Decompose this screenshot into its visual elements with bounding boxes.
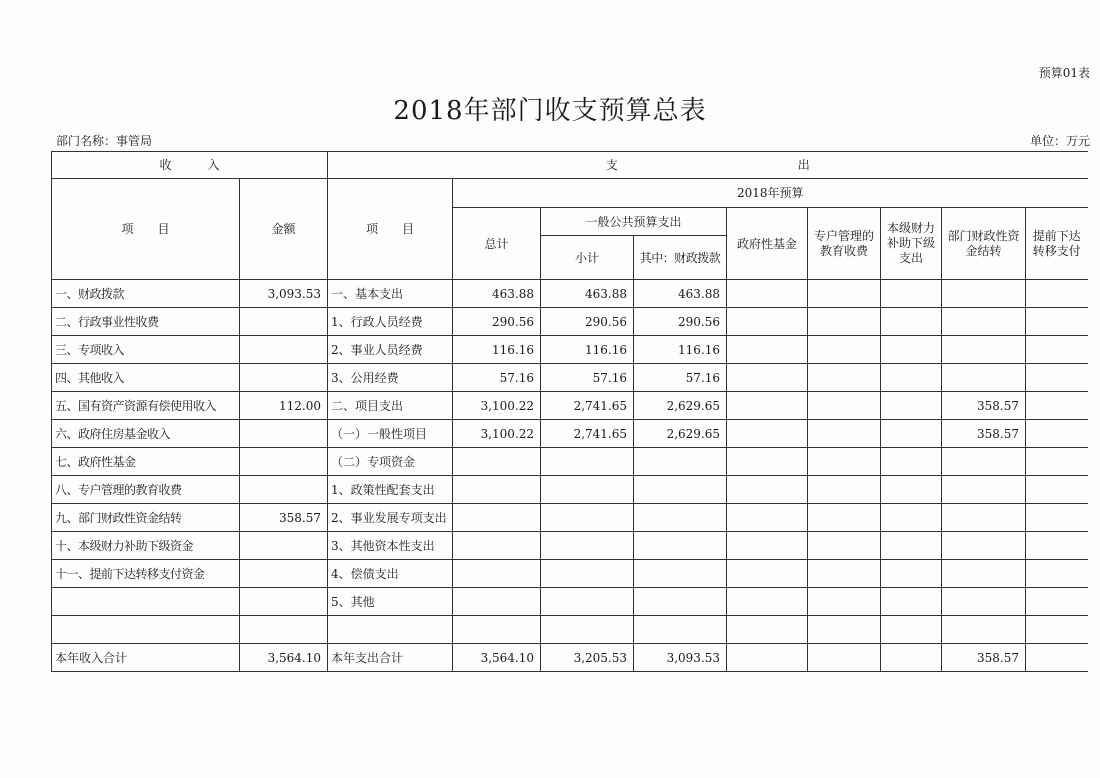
cell-subtotal	[541, 588, 634, 616]
blank-row	[52, 616, 1088, 644]
cell-transfer	[1026, 420, 1088, 448]
cell-transfer	[1026, 504, 1088, 532]
header-gov-fund: 政府性基金	[727, 208, 808, 280]
cell-total: 463.88	[453, 280, 541, 308]
cell-subtotal	[541, 476, 634, 504]
header-expenditure: 支 出	[328, 152, 1088, 179]
cell-transfer	[1026, 308, 1088, 336]
cell-exp-item: 二、项目支出	[328, 392, 453, 420]
totals-carryover: 358.57	[942, 644, 1026, 672]
cell-income-item: 九、部门财政性资金结转	[52, 504, 240, 532]
cell-total	[453, 476, 541, 504]
cell-gov-fund	[727, 336, 808, 364]
cell-carryover	[942, 308, 1026, 336]
totals-income-label: 本年收入合计	[52, 644, 240, 672]
unit-label: 单位：万元	[1029, 134, 1090, 148]
cell-subtotal: 116.16	[541, 336, 634, 364]
cell-appropriation: 116.16	[634, 336, 727, 364]
cell-transfer	[1026, 336, 1088, 364]
cell-income-item: 七、政府性基金	[52, 448, 240, 476]
cell-appropriation: 290.56	[634, 308, 727, 336]
cell-subsidy	[881, 560, 942, 588]
cell-appropriation	[634, 588, 727, 616]
cell-gov-fund	[727, 504, 808, 532]
cell-carryover	[942, 448, 1026, 476]
cell-gov-fund	[727, 560, 808, 588]
cell-income-amount: 112.00	[240, 392, 328, 420]
cell-gov-fund	[727, 448, 808, 476]
cell-income-item: 三、专项收入	[52, 336, 240, 364]
totals-edu-fee	[808, 644, 881, 672]
table-row	[52, 560, 1088, 588]
cell-subsidy	[881, 336, 942, 364]
cell-appropriation: 57.16	[634, 364, 727, 392]
cell-transfer	[1026, 448, 1088, 476]
cell-edu-fee	[808, 448, 881, 476]
cell-exp-item: 2、事业发展专项支出	[328, 504, 453, 532]
cell-subtotal: 2,741.65	[541, 420, 634, 448]
cell-total: 290.56	[453, 308, 541, 336]
cell-income-item: 八、专户管理的教育收费	[52, 476, 240, 504]
header-amount: 金额	[240, 179, 328, 280]
cell-exp-item: 5、其他	[328, 588, 453, 616]
cell-income-item: 六、政府住房基金收入	[52, 420, 240, 448]
totals-appropriation: 3,093.53	[634, 644, 727, 672]
cell-carryover	[942, 532, 1026, 560]
cell-transfer	[1026, 476, 1088, 504]
cell-gov-fund	[727, 364, 808, 392]
cell-edu-fee	[808, 476, 881, 504]
cell-subsidy	[881, 504, 942, 532]
department-name: 部门名称：事管局	[56, 134, 153, 148]
cell-income-item: 十、本级财力补助下级资金	[52, 532, 240, 560]
cell-appropriation	[634, 476, 727, 504]
cell-carryover	[942, 280, 1026, 308]
header-subtotal: 小计	[541, 236, 634, 280]
cell-carryover	[942, 504, 1026, 532]
cell-transfer	[1026, 560, 1088, 588]
cell-appropriation: 2,629.65	[634, 392, 727, 420]
cell-carryover	[942, 560, 1026, 588]
header-income: 收 入	[52, 152, 328, 179]
table-row	[52, 280, 1088, 308]
header-subsidy: 本级财力补助下级支出	[881, 208, 942, 280]
form-code: 预算01表	[1038, 66, 1090, 80]
totals-subtotal: 3,205.53	[541, 644, 634, 672]
cell-transfer	[1026, 588, 1088, 616]
cell-exp-item: 1、行政人员经费	[328, 308, 453, 336]
cell-edu-fee	[808, 504, 881, 532]
cell-income-item	[52, 588, 240, 616]
cell-transfer	[1026, 280, 1088, 308]
totals-income-amount: 3,564.10	[240, 644, 328, 672]
cell-subsidy	[881, 532, 942, 560]
cell-gov-fund	[727, 420, 808, 448]
cell-total: 57.16	[453, 364, 541, 392]
cell-exp-item: 一、基本支出	[328, 280, 453, 308]
cell-carryover	[942, 364, 1026, 392]
cell-gov-fund	[727, 392, 808, 420]
cell-exp-item: 1、政策性配套支出	[328, 476, 453, 504]
cell-income-item: 二、行政事业性收费	[52, 308, 240, 336]
header-of-which: 其中：财政拨款	[634, 236, 727, 280]
table-body	[52, 280, 1088, 616]
page-title: 2018年部门收支预算总表	[393, 96, 707, 126]
header-general-public: 一般公共预算支出	[541, 208, 727, 236]
cell-income-amount	[240, 448, 328, 476]
cell-edu-fee	[808, 392, 881, 420]
cell-total: 116.16	[453, 336, 541, 364]
cell-appropriation	[634, 532, 727, 560]
header-transfer: 提前下达转移支付	[1026, 208, 1088, 280]
cell-subsidy	[881, 420, 942, 448]
cell-subsidy	[881, 448, 942, 476]
cell-total	[453, 532, 541, 560]
cell-income-item: 四、其他收入	[52, 364, 240, 392]
totals-transfer	[1026, 644, 1088, 672]
cell-income-item: 十一、提前下达转移支付资金	[52, 560, 240, 588]
cell-gov-fund	[727, 280, 808, 308]
cell-subsidy	[881, 392, 942, 420]
cell-exp-item: 4、偿债支出	[328, 560, 453, 588]
cell-exp-item: 3、公用经费	[328, 364, 453, 392]
cell-appropriation	[634, 560, 727, 588]
table-row	[52, 308, 1088, 336]
cell-income-amount	[240, 588, 328, 616]
cell-appropriation	[634, 504, 727, 532]
cell-exp-item: （一）一般性项目	[328, 420, 453, 448]
cell-edu-fee	[808, 420, 881, 448]
cell-transfer	[1026, 532, 1088, 560]
cell-subsidy	[881, 476, 942, 504]
cell-carryover	[942, 588, 1026, 616]
cell-subtotal: 463.88	[541, 280, 634, 308]
cell-income-amount: 358.57	[240, 504, 328, 532]
cell-edu-fee	[808, 588, 881, 616]
table-row	[52, 392, 1088, 420]
cell-carryover: 358.57	[942, 392, 1026, 420]
cell-income-amount: 3,093.53	[240, 280, 328, 308]
header-budget-2018: 2018年预算	[453, 179, 1088, 208]
table-row	[52, 588, 1088, 616]
cell-subtotal: 290.56	[541, 308, 634, 336]
cell-transfer	[1026, 392, 1088, 420]
table-footer	[52, 616, 1088, 672]
cell-carryover: 358.57	[942, 420, 1026, 448]
cell-subtotal	[541, 504, 634, 532]
budget-summary-table	[51, 151, 1088, 672]
cell-transfer	[1026, 364, 1088, 392]
cell-total	[453, 448, 541, 476]
cell-total: 3,100.22	[453, 420, 541, 448]
cell-income-amount	[240, 560, 328, 588]
cell-edu-fee	[808, 308, 881, 336]
cell-income-amount	[240, 364, 328, 392]
cell-exp-item: 3、其他资本性支出	[328, 532, 453, 560]
table-row	[52, 476, 1088, 504]
table-row	[52, 336, 1088, 364]
cell-exp-item: 2、事业人员经费	[328, 336, 453, 364]
cell-subtotal	[541, 560, 634, 588]
cell-edu-fee	[808, 280, 881, 308]
totals-gov-fund	[727, 644, 808, 672]
table-row	[52, 532, 1088, 560]
cell-gov-fund	[727, 532, 808, 560]
cell-exp-item: （二）专项资金	[328, 448, 453, 476]
table-row	[52, 420, 1088, 448]
cell-total	[453, 588, 541, 616]
header-total: 总计	[453, 208, 541, 280]
cell-subsidy	[881, 280, 942, 308]
cell-edu-fee	[808, 560, 881, 588]
cell-carryover	[942, 476, 1026, 504]
totals-exp-label: 本年支出合计	[328, 644, 453, 672]
cell-subtotal	[541, 532, 634, 560]
table-header	[52, 152, 1088, 280]
table-row	[52, 504, 1088, 532]
cell-edu-fee	[808, 364, 881, 392]
cell-gov-fund	[727, 308, 808, 336]
table-row	[52, 364, 1088, 392]
table-row	[52, 448, 1088, 476]
cell-total: 3,100.22	[453, 392, 541, 420]
cell-gov-fund	[727, 476, 808, 504]
cell-subsidy	[881, 308, 942, 336]
cell-edu-fee	[808, 532, 881, 560]
header-item: 项 目	[52, 179, 240, 280]
cell-subtotal	[541, 448, 634, 476]
totals-subsidy	[881, 644, 942, 672]
cell-subsidy	[881, 588, 942, 616]
cell-subsidy	[881, 364, 942, 392]
header-carryover: 部门财政性资金结转	[942, 208, 1026, 280]
cell-subtotal: 2,741.65	[541, 392, 634, 420]
cell-subtotal: 57.16	[541, 364, 634, 392]
cell-income-amount	[240, 308, 328, 336]
cell-income-amount	[240, 336, 328, 364]
cell-edu-fee	[808, 336, 881, 364]
cell-appropriation: 463.88	[634, 280, 727, 308]
cell-carryover	[942, 336, 1026, 364]
cell-income-item: 一、财政拨款	[52, 280, 240, 308]
cell-total	[453, 504, 541, 532]
cell-income-amount	[240, 476, 328, 504]
cell-appropriation: 2,629.65	[634, 420, 727, 448]
cell-income-amount	[240, 532, 328, 560]
cell-income-item: 五、国有资产资源有偿使用收入	[52, 392, 240, 420]
cell-total	[453, 560, 541, 588]
totals-row	[52, 644, 1088, 672]
cell-appropriation	[634, 448, 727, 476]
totals-total: 3,564.10	[453, 644, 541, 672]
header-exp-item: 项 目	[328, 179, 453, 280]
cell-income-amount	[240, 420, 328, 448]
header-edu-fee: 专户管理的教育收费	[808, 208, 881, 280]
cell-gov-fund	[727, 588, 808, 616]
